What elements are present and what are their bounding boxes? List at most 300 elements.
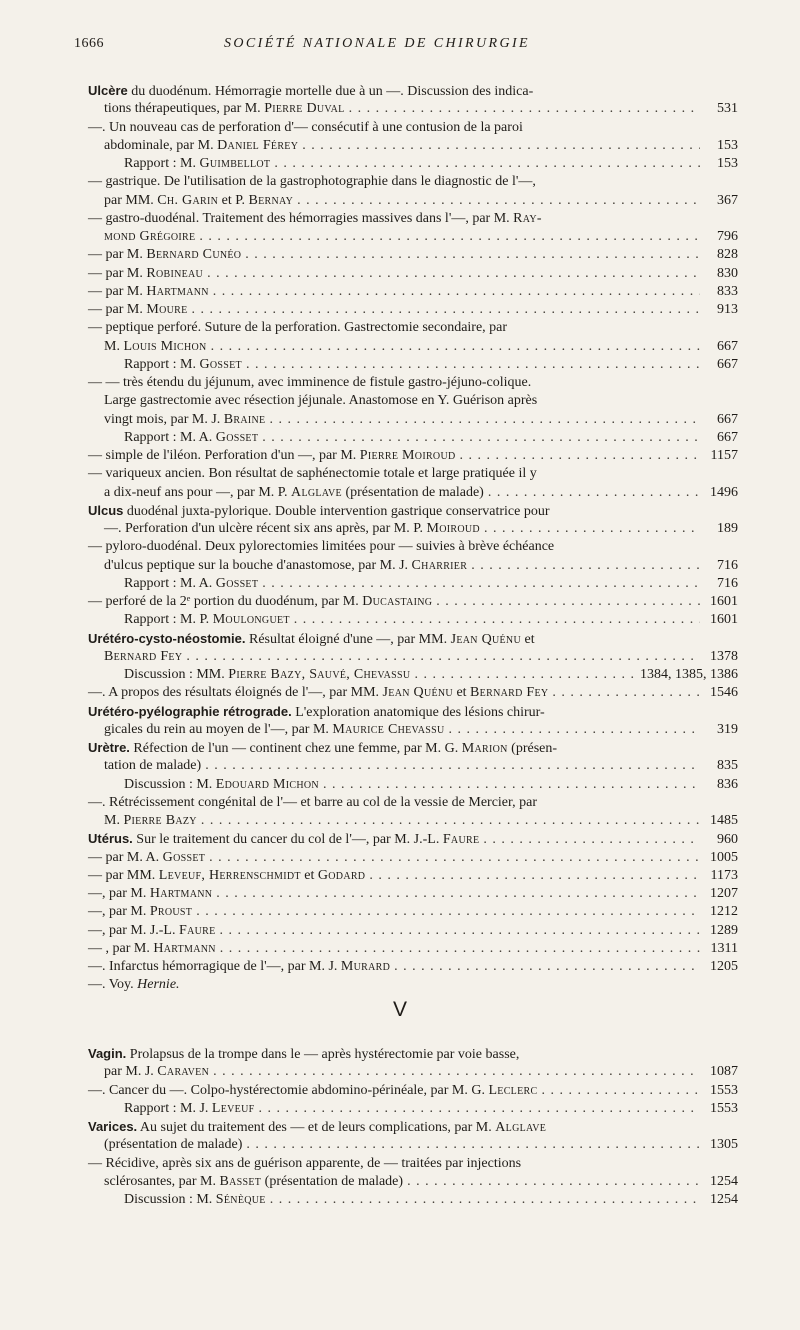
index-line: [88, 246, 738, 264]
page-reference: 667: [717, 411, 738, 427]
index-line: [88, 703, 738, 721]
index-line: [88, 538, 738, 556]
entry-body: —. Rétrécissement congénital de l'— et barre au col de la vessie de Mercier, par: [88, 794, 537, 810]
author-name: Murard: [340, 959, 391, 974]
page-reference: 1289: [710, 922, 738, 938]
index-entry: [88, 119, 738, 156]
dot-leader: [349, 100, 700, 118]
index-entry: [88, 885, 738, 903]
index-line: [88, 374, 738, 392]
index-line: [88, 593, 738, 611]
running-title: SOCIÉTÉ NATIONALE DE CHIRURGIE: [224, 36, 530, 51]
dot-leader: [460, 447, 701, 465]
entry-body: Rapport : M. P.: [124, 612, 213, 628]
author-name: Edouard Michon: [215, 776, 319, 792]
index-line: [88, 1082, 738, 1100]
entry-body: du duodénum. Hémorragie mortelle due à un —. Discussion des indica-: [127, 84, 534, 99]
entry-text: [124, 429, 258, 447]
entry-text: [88, 265, 203, 283]
entry-body: Rapport : M. J.: [124, 1100, 212, 1116]
dot-leader: [297, 192, 700, 210]
entry-text: [88, 374, 531, 392]
author-name: Bernard Fey: [470, 685, 549, 701]
index-entry: [88, 575, 738, 593]
entry-body: — Récidive, après six ans de guérison apparente, de — traitées par injections: [88, 1155, 522, 1171]
index-entry: [88, 976, 738, 994]
entry-body: — gastro-duodénal. Traitement des hémorragies massives dans l'—, par M.: [88, 210, 514, 226]
entry-text: [124, 611, 290, 629]
entry-keyword: Urètre.: [88, 740, 130, 755]
dot-leader: [205, 757, 700, 775]
entry-body: abdominale, par M.: [104, 137, 218, 153]
index-line: [88, 484, 738, 502]
author-name: Ch. Garin: [157, 192, 219, 208]
index-line: [88, 648, 738, 666]
entry-body: — perforé de la 2ᵉ portion du duodénum, par M.: [88, 594, 363, 609]
page-reference: 1378: [710, 648, 738, 664]
author-name: Ducastaing: [362, 594, 433, 609]
index-line: [88, 1191, 738, 1209]
author-name: Caraven: [157, 1064, 210, 1080]
entry-body: Au sujet du traitement des — et de leurs complications, par M.: [137, 1120, 496, 1135]
index-entry: [88, 265, 738, 283]
index-line: [88, 776, 738, 794]
entry-text: [104, 192, 293, 210]
index-line: [88, 903, 738, 921]
entry-text: [104, 1136, 242, 1154]
entry-body: Discussion : M.: [124, 1192, 216, 1207]
index-line: [88, 922, 738, 940]
entry-text: [104, 411, 265, 429]
index-line: [88, 210, 738, 228]
entry-body: Rapport : M.: [124, 156, 200, 171]
entry-body: Rapport : M.: [124, 356, 200, 372]
entry-body: Prolapsus de la trompe dans le — après hystérectomie par voie basse,: [126, 1047, 520, 1062]
page-reference: 796: [717, 229, 738, 244]
index-line: [88, 867, 738, 885]
entry-body: —. Infarctus hémorragique de l'—, par M. J.: [88, 959, 341, 974]
author-name: Pierre Duval: [264, 101, 345, 117]
dot-leader: [262, 575, 700, 593]
entry-text: [88, 538, 554, 556]
dot-leader: [436, 593, 700, 611]
author-name: Faure: [179, 922, 216, 938]
entry-body: vingt mois, par M. J.: [104, 411, 224, 427]
index-line: [88, 1136, 738, 1154]
index-line: [88, 228, 738, 246]
entry-text: [88, 1045, 519, 1064]
dot-leader: [211, 338, 700, 356]
author-name: Braine: [223, 411, 266, 427]
entry-text: [88, 794, 537, 812]
author-name: Hartmann: [149, 886, 213, 901]
page-reference: 828: [717, 247, 738, 263]
author-name: Ray-: [513, 210, 542, 226]
author-name: Leclerc: [488, 1082, 538, 1098]
index-entry: [88, 301, 738, 319]
entry-text: [104, 338, 207, 356]
index-entry: [88, 283, 738, 301]
entry-body: —, par M.: [88, 886, 150, 901]
entry-body: (présentation de malade): [341, 484, 484, 500]
index-line: [88, 958, 738, 976]
entry-body: (présen-: [507, 741, 558, 756]
index-entry: [88, 903, 738, 921]
index-entry: [88, 356, 738, 374]
author-name: Jean Quénu: [382, 685, 453, 701]
index-entry: [88, 502, 738, 539]
author-name: Gosset: [199, 356, 242, 372]
index-line: [88, 100, 738, 118]
entry-text: [88, 849, 205, 867]
entry-body: — gastrique. De l'utilisation de la gastrophotographie dans le diagnostic de l'—,: [88, 174, 536, 190]
entry-text: [88, 885, 212, 903]
entry-text: [104, 812, 197, 830]
index-entry: [88, 374, 738, 429]
index-line: [88, 173, 738, 191]
entry-text: [88, 1118, 546, 1137]
page-reference: 1205: [710, 959, 738, 974]
entry-body: et: [452, 685, 471, 701]
page-reference: 1005: [710, 849, 738, 865]
index-line: [88, 338, 738, 356]
index-line: [88, 82, 738, 100]
dot-leader: [186, 648, 700, 666]
entry-body: —, par M. J.-L.: [88, 922, 179, 938]
page-reference: 531: [717, 101, 738, 117]
index-entry: [88, 666, 738, 684]
entry-body: gicales du rein au moyen de l'—, par M.: [104, 721, 333, 737]
author-name: Charrier: [411, 557, 468, 573]
entry-text: [88, 319, 507, 337]
entry-text: [124, 575, 258, 593]
index-entry: [88, 1082, 738, 1100]
page-reference: 1601: [710, 594, 738, 609]
index-line: [88, 1045, 738, 1063]
entry-body: —. Perforation d'un ulcère récent six ans après, par M. P.: [104, 521, 427, 536]
author-name: Moulonguet: [212, 612, 290, 628]
entry-body: —. Cancer du —. Colpo-hystérectomie abdomino-périnéale, par M. G.: [88, 1082, 489, 1098]
page-reference: 189: [717, 521, 738, 536]
dot-leader: [483, 831, 700, 849]
entry-body: et P.: [218, 192, 249, 208]
entry-body: — variqueux ancien. Bon résultat de saphénectomie totale et large pratiquée il y: [88, 466, 537, 482]
dot-leader: [323, 776, 700, 794]
entry-body: Discussion : M.: [124, 776, 216, 792]
entry-text: [104, 721, 445, 739]
index-line: [88, 1063, 738, 1081]
author-name: Alglave: [291, 484, 342, 500]
dot-leader: [209, 849, 700, 867]
entry-keyword: Vagin.: [88, 1046, 127, 1061]
author-name: Bernard Fey: [104, 648, 183, 664]
dot-leader: [302, 137, 700, 155]
dot-leader: [294, 611, 700, 629]
entry-keyword: Urétéro-pyélographie rétrograde.: [88, 703, 292, 719]
page-reference: 1207: [710, 886, 738, 901]
index-entry: [88, 1191, 738, 1209]
index-line: [88, 137, 738, 155]
entry-text: [88, 684, 548, 702]
index-line: [88, 1155, 738, 1173]
index-entry: [88, 447, 738, 465]
page-reference: 1087: [710, 1064, 738, 1080]
index-entry: [88, 155, 738, 173]
page-reference: 667: [717, 429, 738, 445]
entry-text: [124, 666, 410, 684]
dot-leader: [407, 1173, 700, 1191]
index-line: [88, 885, 738, 903]
entry-body: Large gastrectomie avec résection jéjunale. Anastomose en Y. Guérison après: [104, 393, 538, 409]
dot-leader: [274, 155, 700, 173]
author-name: Jean Quénu: [450, 631, 521, 647]
index-line: [88, 520, 738, 538]
index-line: [88, 794, 738, 812]
entry-body: et: [300, 867, 318, 883]
author-name: Godard: [317, 867, 366, 883]
index-entry: [88, 611, 738, 629]
entry-body: — — très étendu du jéjunum, avec imminence de fistule gastro-jéjuno-colique.: [88, 375, 532, 390]
dot-leader: [484, 520, 700, 538]
author-name: Louis Michon: [123, 338, 207, 354]
index-entries-u: [88, 82, 738, 995]
page-reference: 716: [717, 575, 738, 591]
index-entry: [88, 465, 738, 502]
page-reference: 960: [717, 832, 738, 848]
index-entry: [88, 830, 738, 848]
entry-text: [88, 940, 216, 958]
entry-text: [88, 301, 188, 319]
index-entry: [88, 849, 738, 867]
author-name: Maurice Chevassu: [332, 721, 445, 737]
index-line: [88, 721, 738, 739]
entry-body: —. Un nouveau cas de perforation d'— consécutif à une contusion de la paroi: [88, 119, 523, 135]
entry-text: [104, 757, 201, 775]
dot-leader: [246, 356, 700, 374]
page-reference: 716: [717, 557, 738, 573]
page-reference: 319: [717, 721, 738, 737]
index-entry: [88, 922, 738, 940]
dot-leader: [471, 557, 700, 575]
author-name: Proust: [149, 904, 193, 920]
entry-text: [88, 1155, 521, 1173]
index-entry: [88, 1045, 738, 1082]
entry-body: —, par M.: [88, 904, 150, 920]
entry-body: Rapport : M. A.: [124, 575, 216, 591]
index-entry: [88, 319, 738, 356]
entry-text: [104, 1173, 403, 1191]
dot-leader: [192, 301, 701, 319]
index-line: [88, 301, 738, 319]
entry-text: [88, 173, 536, 191]
entry-text: [124, 776, 319, 794]
entry-text: [104, 228, 195, 246]
entry-text: [88, 976, 180, 994]
entry-body: Discussion : MM.: [124, 667, 229, 682]
entry-text: [88, 246, 241, 264]
index-line: [88, 411, 738, 429]
page-reference: 367: [717, 192, 738, 208]
entry-body: — par MM.: [88, 867, 159, 883]
entry-text: [88, 593, 432, 611]
page-reference: 913: [717, 302, 738, 317]
entry-text: [104, 484, 484, 502]
index-entry: [88, 593, 738, 611]
entry-text: [104, 557, 467, 575]
index-line: [88, 557, 738, 575]
author-name: Robineau: [146, 265, 204, 281]
index-line: [88, 119, 738, 137]
page-reference: 835: [717, 758, 738, 774]
dot-leader: [220, 922, 700, 940]
entry-body: et: [520, 631, 535, 647]
index-entry: [88, 82, 738, 119]
index-line: [88, 630, 738, 648]
entry-text: [88, 119, 523, 137]
dot-leader: [213, 283, 700, 301]
entry-text: [88, 630, 535, 649]
index-entry: [88, 867, 738, 885]
index-entry: [88, 1118, 738, 1155]
dot-leader: [246, 1136, 700, 1154]
dot-leader: [216, 885, 700, 903]
page-reference: 1553: [710, 1100, 738, 1116]
entry-text: [104, 648, 182, 666]
dot-leader: [414, 666, 636, 684]
entry-keyword: Urétéro-cysto-néostomie.: [88, 630, 246, 646]
page-reference: 830: [717, 265, 738, 281]
entry-body: (présentation de malade): [261, 1173, 404, 1189]
entry-text: [88, 283, 209, 301]
dot-leader: [262, 429, 700, 447]
index-entry: [88, 958, 738, 976]
index-entry: [88, 630, 738, 667]
dot-leader: [269, 411, 700, 429]
author-name: Guimbellot: [199, 156, 271, 171]
entry-body: M.: [104, 338, 124, 354]
entry-text: [124, 1191, 266, 1209]
entry-text: [124, 1100, 254, 1118]
index-entry: [88, 940, 738, 958]
index-line: [88, 830, 738, 848]
entry-body: a dix-neuf ans pour —, par M. P.: [104, 484, 292, 500]
page-reference: 833: [717, 283, 738, 299]
entry-text: [124, 155, 270, 173]
entry-text: [104, 100, 345, 118]
index-entry: [88, 173, 738, 210]
entry-text: [88, 830, 479, 849]
page-header: [74, 36, 734, 56]
index-entry: [88, 429, 738, 447]
author-name: Faure: [442, 832, 480, 848]
dot-leader: [270, 1191, 700, 1209]
entry-text: [88, 210, 542, 228]
entry-body: — par M. A.: [88, 849, 163, 865]
author-name: Marion: [461, 741, 508, 756]
entry-body: Rapport : M. A.: [124, 429, 216, 445]
index-line: [88, 739, 738, 757]
author-name: Bernay: [248, 192, 294, 208]
author-name: Moiroud: [426, 521, 480, 536]
entry-body: — pyloro-duodénal. Deux pylorectomies limitées pour — suivies à brève échéance: [88, 539, 555, 555]
author-name: Gosset: [215, 575, 259, 591]
dot-leader: [552, 684, 700, 702]
entry-body: L'exploration anatomique des lésions chirur-: [291, 704, 545, 720]
index-line: [88, 502, 738, 520]
dot-leader: [245, 246, 700, 264]
dot-leader: [199, 228, 700, 246]
entry-text: [88, 447, 456, 465]
author-name: Bernard Cunéo: [146, 247, 242, 263]
entry-keyword: Ulcère: [88, 83, 128, 98]
entry-text: [104, 137, 298, 155]
author-name: Pierre Bazy, Sauvé, Chevassu: [228, 667, 411, 682]
author-name: Pierre Moiroud: [359, 448, 456, 463]
author-name: Alglave: [495, 1120, 547, 1135]
index-line: [88, 1100, 738, 1118]
author-name: Hartmann: [153, 940, 216, 956]
dot-leader: [213, 1063, 700, 1081]
entry-body: tation de malade): [104, 758, 202, 774]
page-reference: 1485: [710, 813, 738, 828]
index-line: [88, 465, 738, 483]
author-name: Moure: [146, 302, 188, 317]
entry-text: [88, 82, 533, 101]
index-line: [88, 611, 738, 629]
entry-body: Résultat éloigné d'une —, par MM.: [245, 631, 451, 647]
entry-text: [88, 739, 557, 758]
entry-body: — simple de l'iléon. Perforation d'un —, par M.: [88, 448, 360, 463]
page-reference: 1173: [710, 867, 738, 883]
index-entry: [88, 794, 738, 831]
page-reference: 1601: [710, 612, 738, 628]
entry-body: d'ulcus peptique sur la bouche d'anastomose, par M. J.: [104, 557, 412, 573]
index-line: [88, 684, 738, 702]
index-entry: [88, 684, 738, 702]
dot-leader: [369, 867, 700, 885]
author-name: Sénèque: [215, 1192, 266, 1207]
cross-reference: Hernie.: [137, 977, 180, 993]
index-entries-v: [88, 1045, 738, 1209]
index-entry: [88, 776, 738, 794]
index-line: [88, 429, 738, 447]
entry-body: Réfection de l'un — continent chez une femme, par M. G.: [129, 741, 462, 756]
index-entry: [88, 538, 738, 575]
index-line: [88, 192, 738, 210]
entry-body: — par M.: [88, 247, 147, 263]
entry-text: [104, 520, 480, 538]
dot-leader: [258, 1100, 700, 1118]
author-name: Pierre Bazy: [123, 813, 197, 828]
section-letter: V: [392, 998, 407, 1021]
page-reference: 667: [717, 338, 738, 354]
entry-keyword: Utérus.: [88, 831, 133, 847]
index-line: [88, 849, 738, 867]
index-line: [88, 976, 738, 994]
entry-body: — par M.: [88, 265, 147, 281]
entry-body: —. A propos des résultats éloignés de l'—, par MM.: [88, 685, 383, 701]
index-entry: [88, 1155, 738, 1192]
entry-text: [88, 703, 545, 722]
entry-body: — peptique perforé. Suture de la perforation. Gastrectomie secondaire, par: [88, 320, 508, 336]
dot-leader: [541, 1082, 700, 1100]
entry-body: —. Voy.: [88, 977, 138, 993]
index-entry: [88, 210, 738, 247]
index-line: [88, 666, 738, 684]
dot-leader: [394, 958, 700, 976]
author-name: Gosset: [215, 429, 259, 445]
author-name: Gosset: [162, 849, 206, 865]
